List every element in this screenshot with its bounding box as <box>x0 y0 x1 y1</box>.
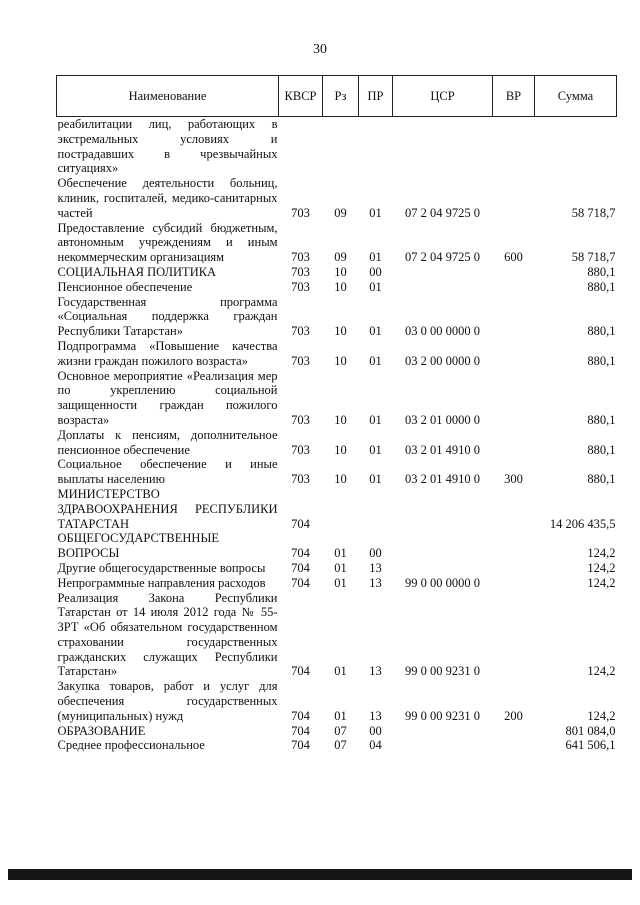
cell-rz: 07 <box>334 738 347 753</box>
header-vr: ВР <box>493 76 535 117</box>
cell-name: Социальное обеспечение и иные выплаты населению <box>57 457 278 487</box>
table-row <box>57 221 617 265</box>
cell-sum: 641 506,1 <box>565 738 616 753</box>
table-row <box>57 591 617 680</box>
cell-sum: 58 718,7 <box>571 250 616 265</box>
cell-vr <box>493 176 535 220</box>
table-row <box>57 176 617 220</box>
cell-name: Другие общегосударственные вопросы <box>57 560 266 575</box>
cell-pr: 01 <box>369 353 382 368</box>
header-sum: Сумма <box>535 76 617 117</box>
cell-rz: 01 <box>334 560 347 575</box>
cell-csr <box>393 738 493 753</box>
cell-csr <box>393 280 493 295</box>
table-row <box>57 457 617 487</box>
cell-rz: 10 <box>334 442 347 457</box>
cell-pr: 13 <box>369 575 382 590</box>
cell-rz <box>323 487 359 531</box>
cell-kvsr <box>279 117 323 177</box>
cell-kvsr: 703 <box>291 412 310 427</box>
cell-kvsr: 703 <box>291 442 310 457</box>
cell-kvsr: 704 <box>291 560 310 575</box>
cell-csr: 03 2 01 0000 0 <box>405 412 480 427</box>
cell-name: реабилитации лиц, работающих в экстремальных условиях и пострадавших в чрезвычайных ситуациях» <box>57 117 278 176</box>
cell-sum: 880,1 <box>587 412 616 427</box>
cell-pr <box>359 487 393 531</box>
cell-name: Среднее профессиональное <box>57 738 205 753</box>
cell-pr: 01 <box>369 442 382 457</box>
cell-csr: 03 0 00 0000 0 <box>405 324 480 339</box>
cell-csr: 03 2 00 0000 0 <box>405 353 480 368</box>
cell-rz: 10 <box>334 472 347 487</box>
cell-rz: 09 <box>334 205 347 220</box>
cell-name: Закупка товаров, работ и услуг для обеспечения государственных (муниципальных) нужд <box>57 679 278 723</box>
cell-name: Государственная программа «Социальная поддержка граждан Республики Татарстан» <box>57 294 278 339</box>
cell-rz <box>323 117 359 177</box>
cell-rz: 10 <box>334 279 347 294</box>
table-row <box>57 738 617 753</box>
cell-csr <box>393 531 493 561</box>
cell-csr: 99 0 00 9231 0 <box>405 664 480 679</box>
cell-pr: 13 <box>369 664 382 679</box>
cell-kvsr: 703 <box>291 353 310 368</box>
cell-vr: 300 <box>504 472 523 487</box>
header-rz: Рз <box>323 76 359 117</box>
cell-sum: 880,1 <box>587 264 616 279</box>
cell-pr: 00 <box>369 264 382 279</box>
cell-kvsr: 704 <box>291 664 310 679</box>
cell-sum: 124,2 <box>587 560 616 575</box>
cell-kvsr: 703 <box>291 279 310 294</box>
header-name: Наименование <box>57 76 279 117</box>
scan-edge-bar <box>8 869 632 880</box>
cell-name: Подпрограмма «Повышение качества жизни граждан пожилого возраста» <box>57 338 278 368</box>
table-row <box>57 295 617 339</box>
cell-kvsr: 704 <box>291 723 310 738</box>
cell-sum: 14 206 435,5 <box>549 516 616 531</box>
cell-rz: 10 <box>334 353 347 368</box>
cell-pr: 00 <box>369 723 382 738</box>
cell-vr <box>493 591 535 680</box>
table-row <box>57 561 617 576</box>
cell-rz: 01 <box>334 575 347 590</box>
cell-kvsr: 703 <box>291 250 310 265</box>
table-row <box>57 280 617 295</box>
cell-kvsr: 703 <box>291 205 310 220</box>
cell-vr <box>493 265 535 280</box>
cell-pr: 01 <box>369 250 382 265</box>
table-row <box>57 369 617 428</box>
table-row <box>57 487 617 531</box>
cell-vr: 200 <box>504 708 523 723</box>
cell-kvsr: 703 <box>291 264 310 279</box>
cell-sum: 58 718,7 <box>571 205 616 220</box>
cell-kvsr: 704 <box>291 546 310 561</box>
cell-kvsr: 704 <box>291 575 310 590</box>
table-row <box>57 117 617 177</box>
cell-kvsr: 703 <box>291 472 310 487</box>
cell-sum: 880,1 <box>587 353 616 368</box>
cell-sum: 880,1 <box>587 472 616 487</box>
cell-kvsr: 703 <box>291 324 310 339</box>
cell-csr: 03 2 01 4910 0 <box>405 442 480 457</box>
cell-rz: 10 <box>334 324 347 339</box>
cell-name: Непрограммные направления расходов <box>57 575 266 590</box>
cell-name: МИНИСТЕРСТВО ЗДРАВООХРАНЕНИЯ РЕСПУБЛИКИ ТАТАРСТАН <box>57 486 278 531</box>
cell-name: СОЦИАЛЬНАЯ ПОЛИТИКА <box>57 264 217 279</box>
cell-csr: 99 0 00 0000 0 <box>405 575 480 590</box>
header-kvsr: КВСР <box>279 76 323 117</box>
cell-pr: 01 <box>369 472 382 487</box>
cell-vr <box>493 561 535 576</box>
budget-table <box>56 75 617 753</box>
table-body <box>57 117 617 754</box>
cell-csr <box>393 265 493 280</box>
cell-csr <box>393 561 493 576</box>
cell-csr <box>393 724 493 739</box>
cell-csr <box>393 487 493 531</box>
page-number: 30 <box>313 42 327 57</box>
cell-pr: 01 <box>369 279 382 294</box>
cell-sum: 880,1 <box>587 279 616 294</box>
table-row <box>57 265 617 280</box>
cell-csr: 99 0 00 9231 0 <box>405 708 480 723</box>
cell-kvsr: 704 <box>291 738 310 753</box>
cell-vr <box>493 295 535 339</box>
cell-csr: 03 2 01 4910 0 <box>405 472 480 487</box>
table-row <box>57 724 617 739</box>
cell-kvsr: 704 <box>291 708 310 723</box>
cell-pr: 01 <box>369 324 382 339</box>
cell-name: Предоставление субсидий бюджетным, автономным учреждениям и иным некоммерческим организациям <box>57 220 278 265</box>
cell-vr <box>493 428 535 458</box>
table-row <box>57 428 617 458</box>
cell-vr <box>493 369 535 428</box>
header-csr: ЦСР <box>393 76 493 117</box>
cell-sum <box>535 117 617 177</box>
cell-name: Доплаты к пенсиям, дополнительное пенсионное обеспечение <box>57 427 278 457</box>
cell-name: Основное мероприятие «Реализация мер по укреплению социальной защищенности граждан пожилого возраста» <box>57 368 278 427</box>
cell-pr: 04 <box>369 738 382 753</box>
cell-csr: 07 2 04 9725 0 <box>405 205 480 220</box>
table-row <box>57 339 617 369</box>
table-row <box>57 531 617 561</box>
header-pr: ПР <box>359 76 393 117</box>
table-row <box>57 679 617 723</box>
cell-pr: 13 <box>369 560 382 575</box>
cell-name: Пенсионное обеспечение <box>57 279 193 294</box>
cell-rz: 01 <box>334 708 347 723</box>
cell-vr <box>493 738 535 753</box>
cell-vr <box>493 339 535 369</box>
cell-vr <box>493 531 535 561</box>
cell-vr: 600 <box>504 250 523 265</box>
cell-rz: 07 <box>334 723 347 738</box>
cell-vr <box>493 724 535 739</box>
cell-pr: 01 <box>369 205 382 220</box>
cell-rz: 09 <box>334 250 347 265</box>
cell-rz: 10 <box>334 412 347 427</box>
table-row <box>57 576 617 591</box>
cell-rz: 01 <box>334 664 347 679</box>
cell-csr: 07 2 04 9725 0 <box>405 250 480 265</box>
cell-pr <box>359 117 393 177</box>
cell-sum: 124,2 <box>587 546 616 561</box>
cell-sum: 880,1 <box>587 324 616 339</box>
cell-sum: 124,2 <box>587 575 616 590</box>
cell-name: Реализация Закона Республики Татарстан от 14 июля 2012 года № 55-ЗРТ «Об обязательном государственном страховании государственных гражданских служащих Республики Татарстан» <box>57 590 278 679</box>
cell-vr <box>493 117 535 177</box>
cell-sum: 124,2 <box>587 664 616 679</box>
cell-csr <box>393 117 493 177</box>
cell-name: Обеспечение деятельности больниц, клиник, госпиталей, медико-санитарных частей <box>57 176 278 220</box>
cell-kvsr: 704 <box>291 516 310 531</box>
table-header <box>57 76 617 117</box>
cell-vr <box>493 487 535 531</box>
cell-rz: 10 <box>334 264 347 279</box>
cell-pr: 00 <box>369 546 382 561</box>
cell-vr <box>493 280 535 295</box>
cell-sum: 880,1 <box>587 442 616 457</box>
cell-pr: 01 <box>369 412 382 427</box>
cell-pr: 13 <box>369 708 382 723</box>
cell-sum: 124,2 <box>587 708 616 723</box>
cell-vr <box>493 576 535 591</box>
cell-name: ОБРАЗОВАНИЕ <box>57 723 146 738</box>
cell-name: ОБЩЕГОСУДАРСТВЕННЫЕ ВОПРОСЫ <box>57 531 219 561</box>
cell-sum: 801 084,0 <box>565 723 616 738</box>
cell-rz: 01 <box>334 546 347 561</box>
